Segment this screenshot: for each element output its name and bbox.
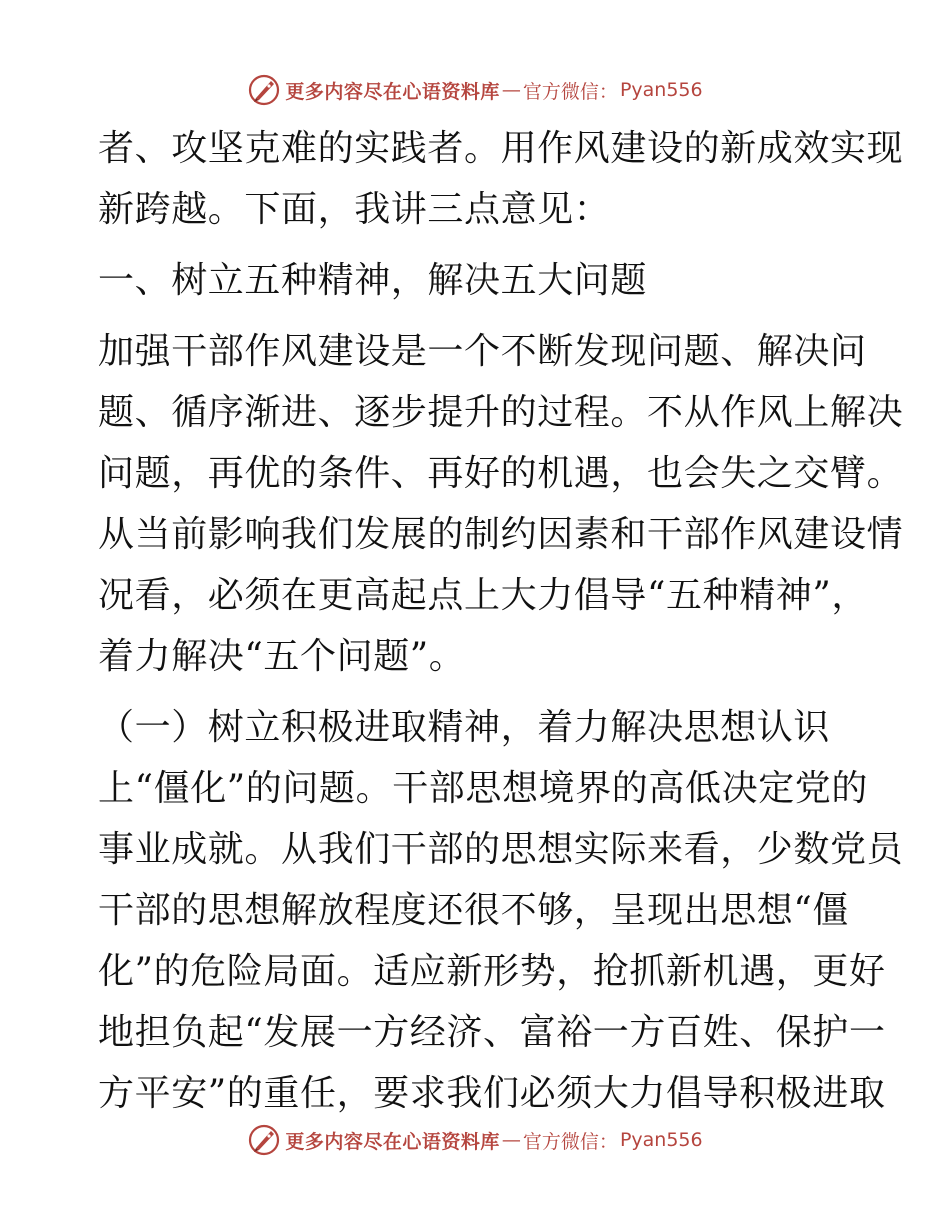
text-line: 从当前影响我们发展的制约因素和干部作风建设情 bbox=[98, 514, 904, 555]
text-line: 加强干部作风建设是一个不断发现问题、解决问 bbox=[98, 331, 867, 372]
watermark-wechat-label: 官方微信： bbox=[522, 80, 618, 103]
quill-pen-icon bbox=[247, 73, 281, 107]
header-watermark bbox=[0, 70, 950, 110]
quill-pen-icon bbox=[247, 1123, 281, 1157]
watermark-wechat-id: Pyan556 bbox=[619, 79, 703, 101]
text-line: 方平安”的重任，要求我们必须大力倡导积极进取 bbox=[98, 1073, 886, 1114]
text-line: 干部的思想解放程度还很不够，呈现出思想“僵 bbox=[98, 890, 850, 931]
watermark-title: 更多内容尽在心语资料库 bbox=[285, 80, 500, 103]
document-body bbox=[98, 118, 904, 1124]
section-heading bbox=[98, 250, 850, 311]
text-line: 化”的危险局面。适应新形势，抢抓新机遇，更好 bbox=[98, 951, 886, 992]
watermark-dash: — bbox=[501, 1129, 521, 1151]
watermark-wechat-id: Pyan556 bbox=[619, 1129, 703, 1151]
watermark-title: 更多内容尽在心语资料库 bbox=[285, 1130, 500, 1153]
footer-watermark bbox=[0, 1120, 950, 1160]
text-line: 者、攻坚克难的实践者。用作风建设的新成效实现 bbox=[98, 128, 904, 169]
watermark-dash: — bbox=[501, 79, 521, 101]
watermark-wechat-label: 官方微信： bbox=[522, 1130, 618, 1153]
paragraph-subsection-one bbox=[98, 697, 904, 1124]
text-line: 题、循序渐进、逐步提升的过程。不从作风上解决 bbox=[98, 392, 904, 433]
heading-line: 一、树立五种精神，解决五大问题 bbox=[98, 260, 648, 301]
text-line: 新跨越。下面，我讲三点意见： bbox=[98, 189, 611, 230]
text-line: 上“僵化”的问题。干部思想境界的高低决定党的 bbox=[98, 768, 869, 809]
text-line: 地担负起“发展一方经济、富裕一方百姓、保护一 bbox=[98, 1012, 886, 1053]
text-line: 问题，再优的条件、再好的机遇，也会失之交臂。 bbox=[98, 453, 904, 494]
text-line: 事业成就。从我们干部的思想实际来看，少数党员 bbox=[98, 829, 904, 870]
text-line: 着力解决“五个问题”。 bbox=[98, 636, 466, 677]
paragraph-overview bbox=[98, 321, 904, 687]
paragraph-intro-tail bbox=[98, 118, 904, 240]
subheading-line: （一）树立积极进取精神，着力解决思想认识 bbox=[98, 707, 831, 748]
text-line: 况看，必须在更高起点上大力倡导“五种精神”， bbox=[98, 575, 869, 616]
